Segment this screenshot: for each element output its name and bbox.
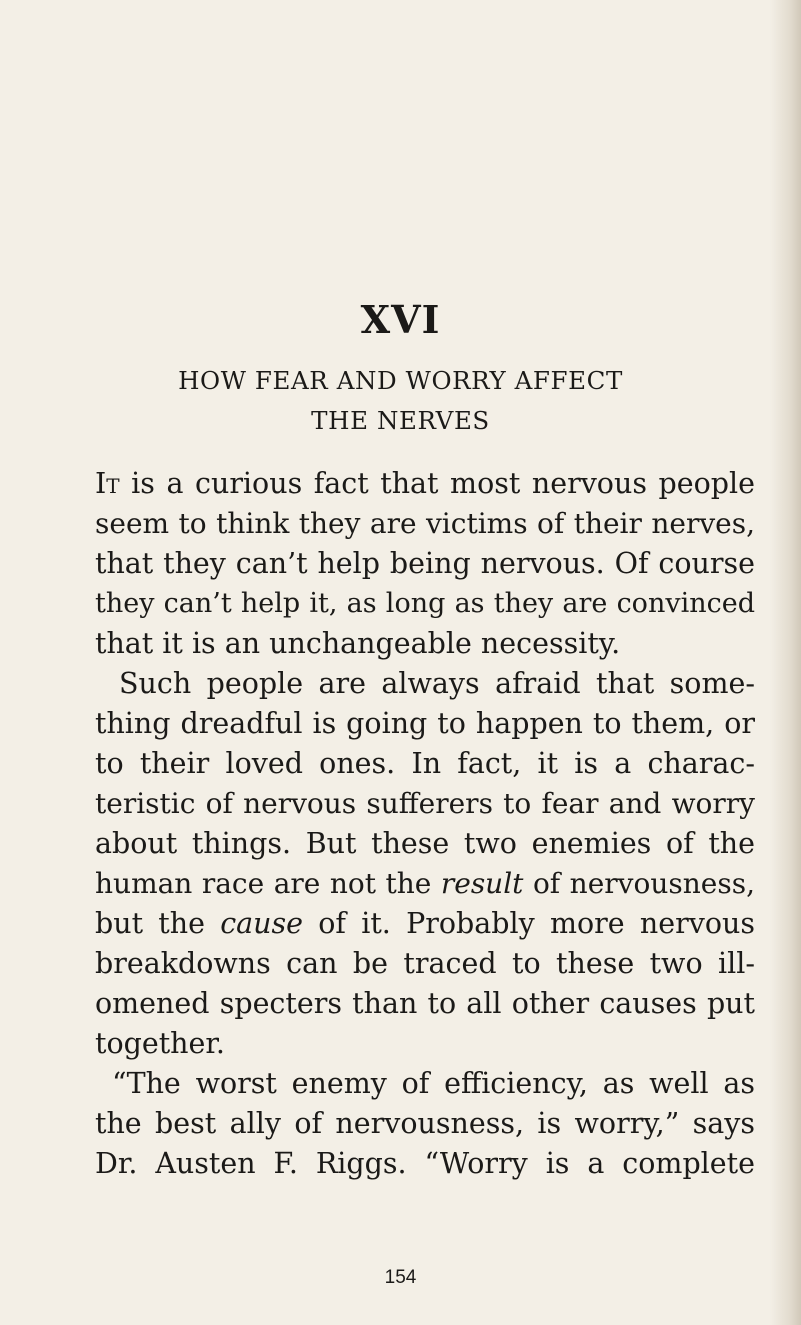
drop-lead: It	[95, 467, 120, 500]
emphasis: cause	[220, 907, 304, 940]
text-line: but the cause of it. Probably more nervous	[95, 907, 755, 940]
text-line: Dr. Austen F. Riggs. “Worry is a complete	[95, 1147, 755, 1180]
text-line: Such people are always afraid that some-	[119, 667, 755, 700]
text-line: thing dreadful is going to happen to them, or	[95, 707, 755, 740]
chapter-title-line-2: THE NERVES	[311, 406, 490, 435]
text-line: human race are not the result of nervousness,	[95, 867, 755, 900]
text-line: that they can’t help being nervous. Of course	[95, 547, 755, 580]
text-line: “The worst enemy of efficiency, as well as	[112, 1067, 755, 1100]
text-line: they can’t help it, as long as they are convinced	[95, 588, 755, 619]
text-line: breakdowns can be traced to these two ill-	[95, 947, 755, 980]
text-line: teristic of nervous sufferers to fear and worry	[95, 787, 755, 820]
chapter-number: XVI	[360, 297, 441, 342]
text-line: about things. But these two enemies of the	[95, 827, 755, 860]
text-line: that it is an unchangeable necessity.	[95, 627, 621, 660]
text-line: omened specters than to all other causes put	[95, 987, 755, 1020]
text-line: to their loved ones. In fact, it is a charac-	[95, 747, 755, 780]
chapter-title-line-1: HOW FEAR AND WORRY AFFECT	[178, 366, 623, 395]
emphasis: result	[440, 867, 524, 900]
text-line: It is a curious fact that most nervous people	[95, 467, 755, 500]
page-number: 154	[384, 1267, 417, 1288]
text-line: seem to think they are victims of their nerves,	[95, 507, 755, 540]
text-line: together.	[95, 1027, 225, 1060]
text-line: the best ally of nervousness, is worry,” says	[95, 1107, 755, 1140]
